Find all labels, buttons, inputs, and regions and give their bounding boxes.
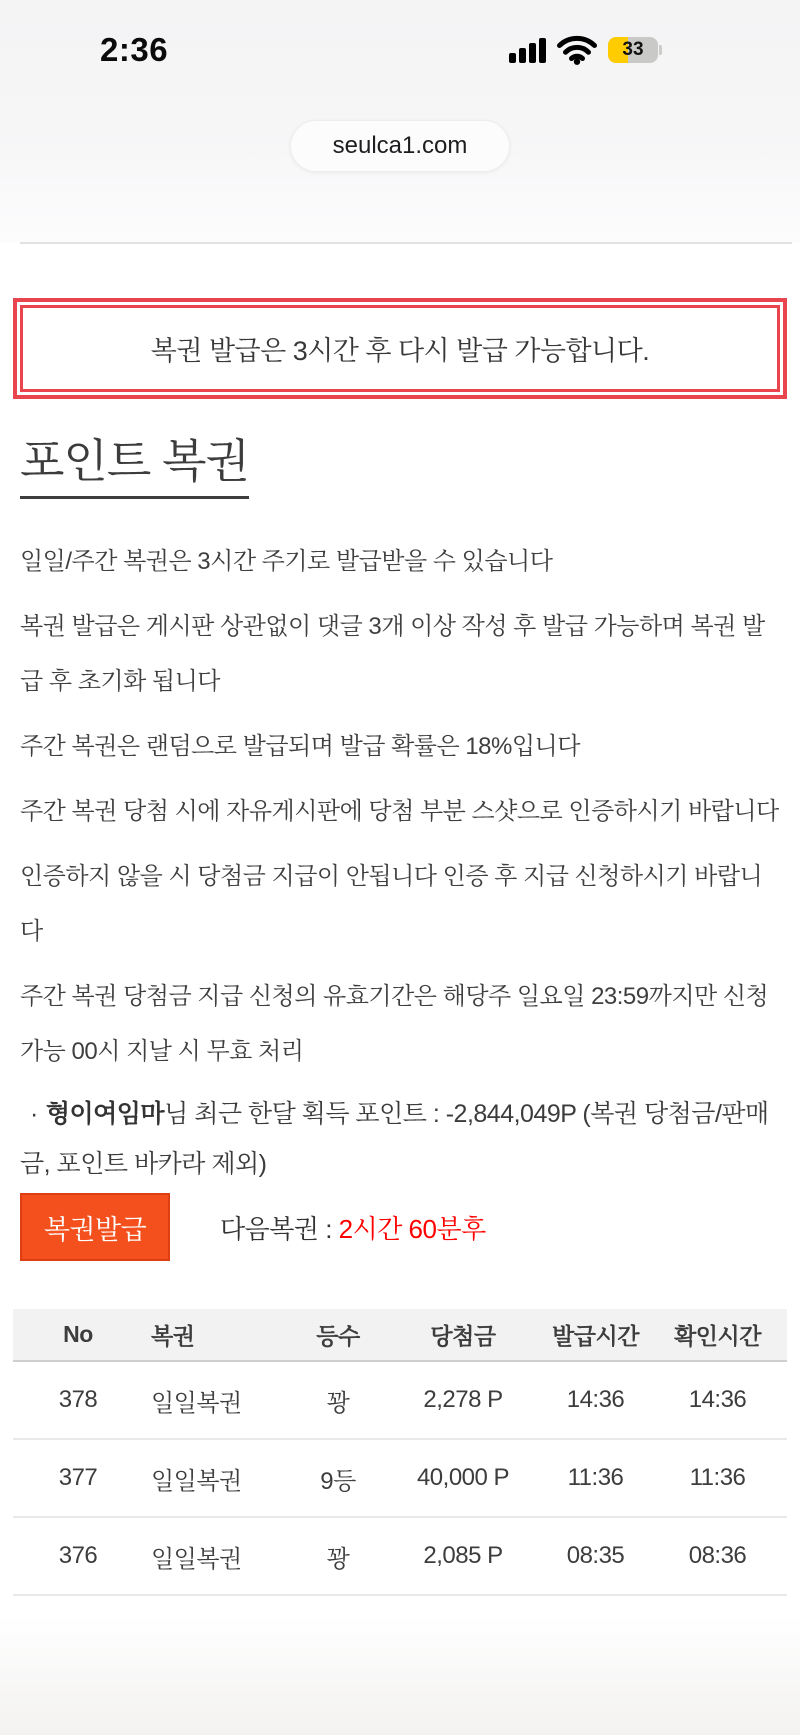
action-row bbox=[20, 1193, 800, 1261]
column-header-lottery: 복권 bbox=[143, 1309, 293, 1361]
user-point-text: 님 최근 한달 획득 포인트 : -2,844,049P (복권 당첨금/판매금, 포인트 바카라 제외) bbox=[20, 1100, 769, 1178]
status-time: 2:36 bbox=[100, 31, 169, 68]
table-cell-checked: 08:36 bbox=[648, 1517, 787, 1595]
table-cell-lottery: 일일복권 bbox=[143, 1439, 293, 1517]
lottery-table-body bbox=[13, 1361, 787, 1595]
table-cell-no: 378 bbox=[13, 1361, 143, 1439]
table-cell-prize: 2,278 P bbox=[383, 1361, 543, 1439]
table-cell-lottery: 일일복권 bbox=[143, 1361, 293, 1439]
info-paragraphs bbox=[20, 534, 780, 1079]
column-header-rank: 등수 bbox=[293, 1309, 383, 1361]
table-cell-prize: 40,000 P bbox=[383, 1439, 543, 1517]
user-point-summary bbox=[20, 1089, 780, 1189]
table-cell-rank: 꽝 bbox=[293, 1517, 383, 1595]
battery-icon bbox=[608, 37, 662, 63]
table-cell-issued: 08:35 bbox=[543, 1517, 648, 1595]
table-cell-prize: 2,085 P bbox=[383, 1517, 543, 1595]
table-cell-issued: 14:36 bbox=[543, 1361, 648, 1439]
info-paragraph: 일일/주간 복권은 3시간 주기로 발급받을 수 있습니다 bbox=[20, 548, 553, 575]
bullet: · bbox=[30, 1100, 38, 1128]
info-paragraph: 인증하지 않을 시 당첨금 지급이 안됩니다 인증 후 지급 신청하시기 바랍니다 bbox=[20, 863, 763, 945]
table-cell-rank: 꽝 bbox=[293, 1361, 383, 1439]
status-bar bbox=[0, 0, 800, 70]
table-cell-checked: 11:36 bbox=[648, 1439, 787, 1517]
notice-banner bbox=[13, 298, 787, 399]
info-paragraph: 주간 복권 당첨금 지급 신청의 유효기간은 해당주 일요일 23:59까지만 신청 가능 00시 지날 시 무효 처리 bbox=[20, 983, 769, 1065]
column-header-issued: 발급시간 bbox=[543, 1309, 648, 1361]
divider bbox=[20, 242, 792, 244]
browser-top-chrome bbox=[0, 0, 800, 242]
cellular-signal-icon bbox=[509, 37, 546, 63]
next-lottery-label: 다음복권 : bbox=[220, 1213, 339, 1244]
next-lottery-time: 2시간 60분후 bbox=[338, 1213, 486, 1244]
notice-text: 복권 발급은 3시간 후 다시 발급 가능합니다. bbox=[20, 305, 780, 392]
issue-lottery-button[interactable]: 복권발급 bbox=[20, 1193, 170, 1261]
column-header-no: No bbox=[13, 1309, 143, 1361]
page-title: 포인트 복권 bbox=[20, 437, 249, 499]
address-bar-url: seulca1.com bbox=[332, 132, 468, 159]
table-cell-lottery: 일일복권 bbox=[143, 1517, 293, 1595]
lottery-history-table bbox=[13, 1309, 787, 1596]
table-cell-checked: 14:36 bbox=[648, 1361, 787, 1439]
battery-percent: 33 bbox=[622, 39, 644, 60]
table-row bbox=[13, 1517, 787, 1595]
column-header-checked: 확인시간 bbox=[648, 1309, 787, 1361]
table-cell-no: 377 bbox=[13, 1439, 143, 1517]
table-row bbox=[13, 1439, 787, 1517]
username: 형이여임마 bbox=[45, 1100, 165, 1128]
next-lottery-countdown bbox=[220, 1209, 486, 1246]
table-row bbox=[13, 1361, 787, 1439]
table-cell-rank: 9등 bbox=[293, 1439, 383, 1517]
status-icons bbox=[509, 35, 662, 65]
info-paragraph: 복권 발급은 게시판 상관없이 댓글 3개 이상 작성 후 발급 가능하며 복권 발급 후 초기화 됩니다 bbox=[20, 613, 765, 695]
address-bar[interactable] bbox=[290, 120, 510, 172]
wifi-icon bbox=[557, 35, 597, 65]
info-paragraph: 주간 복권 당첨 시에 자유게시판에 당첨 부분 스샷으로 인증하시기 바랍니다 bbox=[20, 798, 779, 825]
table-cell-issued: 11:36 bbox=[543, 1439, 648, 1517]
bottom-fade bbox=[0, 1615, 800, 1735]
table-cell-no: 376 bbox=[13, 1517, 143, 1595]
info-paragraph: 주간 복권은 랜덤으로 발급되며 발급 확률은 18%입니다 bbox=[20, 733, 580, 760]
column-header-prize: 당첨금 bbox=[383, 1309, 543, 1361]
table-header-row bbox=[13, 1309, 787, 1361]
battery-cap bbox=[659, 45, 662, 55]
